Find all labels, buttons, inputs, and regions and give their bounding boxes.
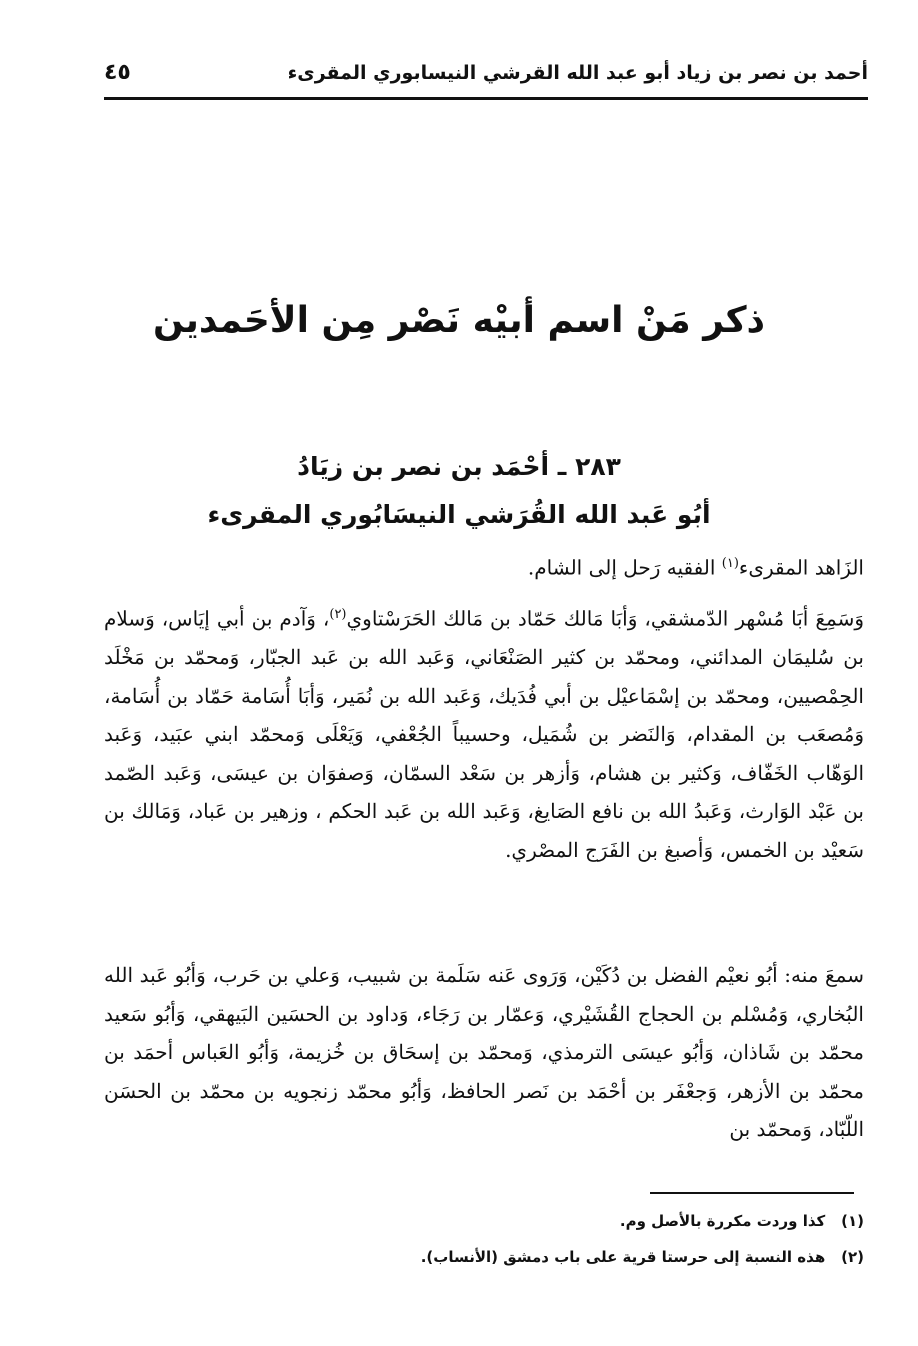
intro-text-b: الفقيه رَحل إلى الشام. xyxy=(527,555,722,580)
footnote-rule xyxy=(650,1192,854,1194)
intro-text-a: الزَاهد المقرىء xyxy=(738,555,864,580)
running-head-title: أحمد بن نصر بن زياد أبو عبد الله القرشي النيسابوري المقرىء xyxy=(287,62,868,84)
footnote xyxy=(104,1212,864,1230)
footnote-text: كذا وردت مكررة بالأصل وم. xyxy=(619,1212,826,1230)
chapter-title: ذكر مَنْ اسم أبيْه نَصْر مِن الأحَمدين xyxy=(152,300,766,341)
header-rule xyxy=(104,97,868,100)
page-number: ٤٥ xyxy=(104,60,131,85)
footnote xyxy=(104,1248,864,1266)
entry-heading-kunya: أبُو عَبد الله القُرَشي النيسَابُوري المقرىء xyxy=(207,500,711,529)
footnote-text: هذه النسبة إلى حرستا قرية على باب دمشق (الأنساب). xyxy=(420,1248,826,1266)
teachers-text-a: وَسَمِعَ أبَا مُسْهر الدّمشقي، وَأبَا مَالك حَمّاد بن مَالك الحَرَسْتاوي xyxy=(346,606,864,631)
teachers-paragraph xyxy=(104,596,864,869)
footnote-ref-2: (٢) xyxy=(329,607,347,622)
students-paragraph: سمعَ منه: أبُو نعيْم الفضل بن دُكَيْن، وَرَوى عَنه سَلَمة بن شبيب، وَعلي بن حَرب، وَأبُو عَبد الله البُخاري، وَمُسْلم بن الحجاج القُشَيْري، وَعمّار بن رَجَاء، وَداود بن الحسَين البَيهقي، وَأبُو سَعيد محمّد بن شَاذان، وَأبُو عيسَى الترمذي، وَمحمّد بن إسحَاق بن خُزيمة، وَأبُو العَباس أحمَد بن محمّد بن الأزهر، وَجعْفَر بن أحْمَد بن نَصر الحافظ، وَأبُو محمّد زنجويه بن محمّد بن الحسَن اللّبّاد، وَمحمّد بن xyxy=(104,963,864,1141)
entry-intro xyxy=(104,545,864,587)
running-head xyxy=(104,58,868,94)
entry-heading-name: ٢٨٣ ـ أحْمَد بن نصر بن زيَادُ xyxy=(297,452,621,481)
footnote-number: (٢) xyxy=(841,1248,864,1266)
footnote-number: (١) xyxy=(841,1212,864,1230)
footnote-ref-1: (١) xyxy=(721,556,739,571)
teachers-text-b: ، وَآدم بن أبي إيَاس، وَسلام بن سُليمَان المدائني، ومحمّد بن كثير الصَنْعَاني، وَعَبد الله بن عَبد الجبّار، وَمحمّد بن مَخْلَد الحِمْصيين، ومحمّد بن إسْمَاعيْل بن أبي فُدَيك، وَعَبد الله بن نُمَير، وَأبَا أُسَامة حَمّاد بن أُسَامة، وَمُصعَب بن المقدام، وَالنَضر بن شُمَيل، وحسيباً الجُعْفي، وَيَعْلَى وَمحمّد ابني عبَيد، وَعَبد الوَهّاب الخَفّاف، وَكثير بن هشام، وَأزهر بن سَعْد السمّان، وَصفوَان بن عيسَى، وَعَبد الصّمد بن عَبْد الوَارث، وَعَبدُ الله بن نافع الصَايغ، وَعَبد الله بن عَبد الحكم ، وزهير بن عَباد، وَمَالك بن سَعيْد بن الخمس، وَأصبغ بن الفَرَج المصْري. xyxy=(104,606,864,862)
